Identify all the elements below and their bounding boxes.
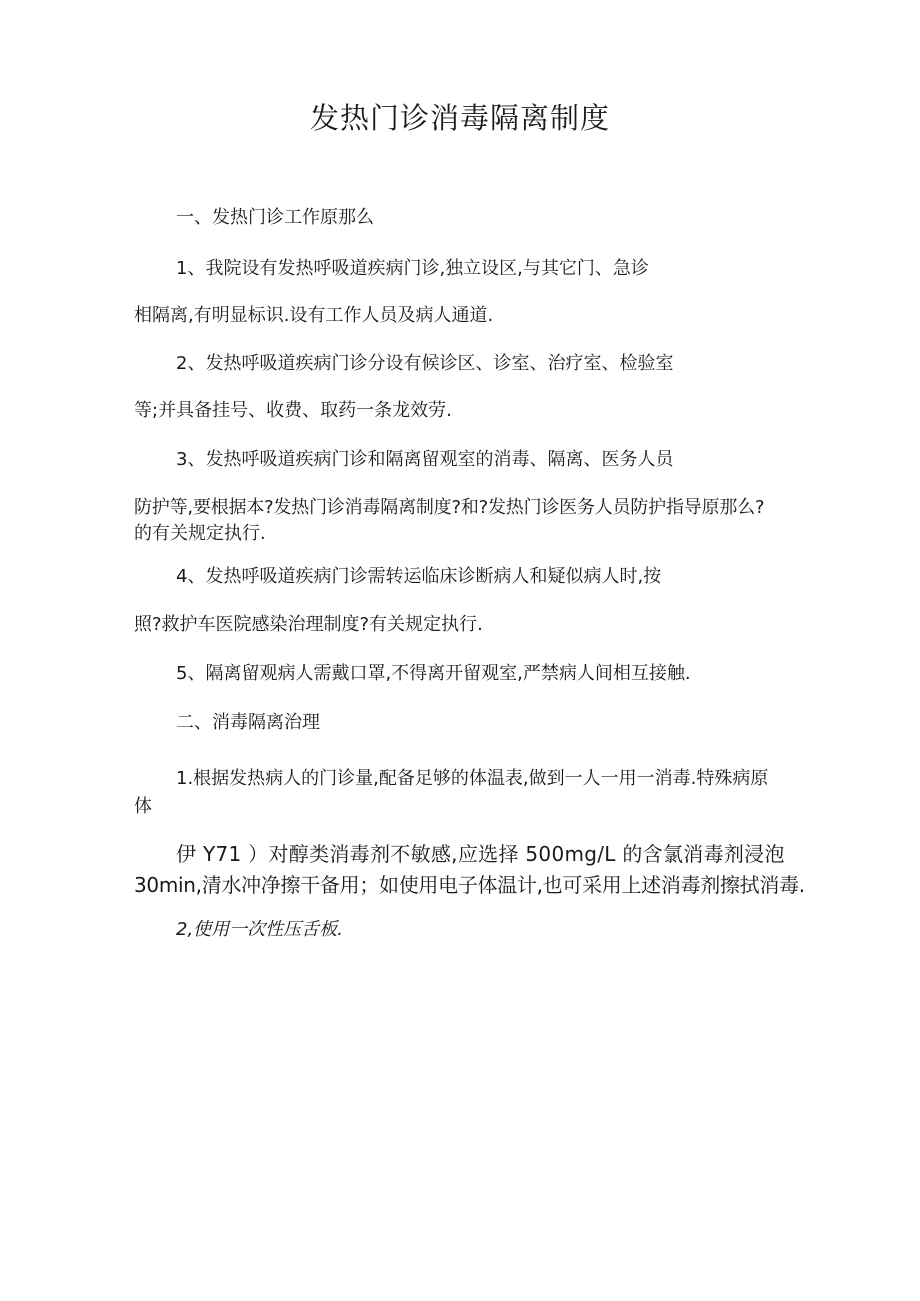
- item-2-line-2: 等;并具备挂号、收费、取药一条龙效劳.: [134, 400, 452, 421]
- item-1-line-2: 相隔离,有明显标识.设有工作人员及病人通道.: [134, 305, 494, 326]
- s2-item-2-line-1-text: 2,使用一次性压舌板.: [176, 919, 343, 940]
- section-1-heading: 一、发热门诊工作原那么: [176, 207, 374, 228]
- s2-item-1-line-1: 1.根据发热病人的门诊量,配备足够的体温表,做到一人一用一消毒.特殊病原: [176, 768, 769, 789]
- item-3-line-1: 3、发热呼吸道疾病门诊和隔离留观室的消毒、隔离、医务人员: [176, 449, 674, 470]
- s2-item-1-line-2: 体: [134, 796, 152, 817]
- item-3-line-2: 防护等,要根据本?发热门诊消毒隔离制度?和?发热门诊医务人员防护指导原那么?: [134, 497, 765, 518]
- section-2-heading: 二、消毒隔离治理: [176, 712, 320, 733]
- item-5-line-1: 5、隔离留观病人需戴口罩,不得离开留观室,严禁病人间相互接触.: [176, 663, 691, 684]
- item-3-line-3: 的有关规定执行.: [134, 523, 266, 544]
- item-1-line-1: 1、我院设有发热呼吸道疾病门诊,独立设区,与其它门、急诊: [176, 258, 649, 279]
- s2-item-1-line-3: 伊 Y71 ）对醇类消毒剂不敏感,应选择 500mg/L 的含氯消毒剂浸泡: [176, 842, 785, 866]
- item-4-line-2: 照?救护车医院感染治理制度?有关规定执行.: [134, 614, 483, 635]
- s2-item-2-line-1: [176, 918, 343, 942]
- item-4-line-1: 4、发热呼吸道疾病门诊需转运临床诊断病人和疑似病人时,按: [176, 566, 662, 587]
- item-2-line-1: 2、发热呼吸道疾病门诊分设有候诊区、诊室、治疗室、检验室: [176, 353, 674, 374]
- s2-item-1-line-4: 30min,清水冲净擦干备用；如使用电子体温计,也可采用上述消毒剂擦拭消毒.: [134, 873, 805, 897]
- document-title: 发热门诊消毒隔离制度: [309, 101, 610, 135]
